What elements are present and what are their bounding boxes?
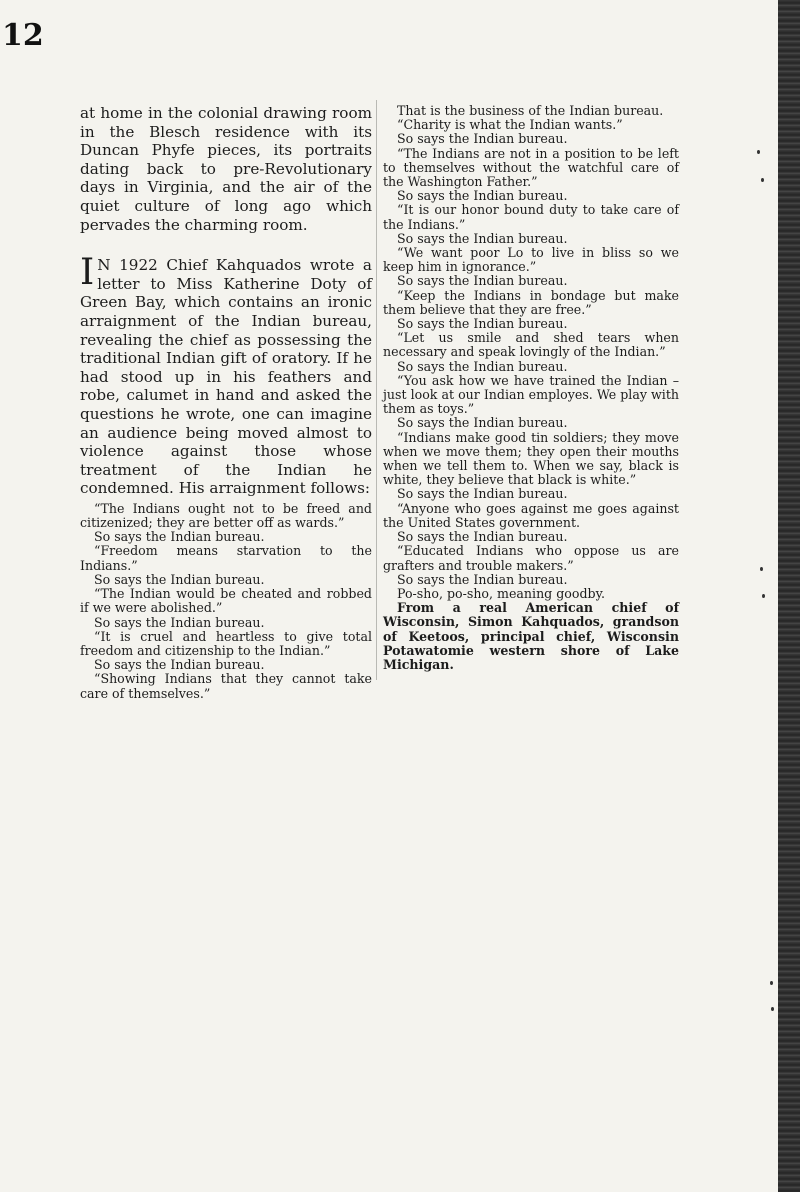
quote-line: That is the business of the Indian bureau. [397, 103, 664, 118]
quote-line: “Keep the Indians in bondage but make them believe that they are free.” [383, 287, 679, 317]
column-divider [376, 100, 377, 680]
lead-paragraph: at home in the colonial drawing room in the Blesch residence with its Duncan Phyfe pieces, its portraits dating back to pre-Revolutionary days in Virginia, and the air of the quiet culture of long ago which pervades the charming room. [80, 104, 372, 234]
quote-line: So says the Indian bureau. [94, 614, 265, 630]
scan-speck [770, 981, 773, 985]
closing-signature: From a real American chief of Wisconsin, Simon Kahquados, grandson of Keetoos, principal chief, Wisconsin Potawatomie western shore of Lake Michigan. [383, 600, 679, 672]
quote-line: So says the Indian bureau. [397, 230, 568, 246]
quote-line: So says the Indian bureau. [397, 131, 568, 147]
scan-speck [757, 150, 760, 154]
quote-line: “Anyone who goes against me goes against the United States government. [383, 500, 679, 530]
quote-line: So says the Indian bureau. [397, 415, 568, 431]
quote-line: So says the Indian bureau. [397, 273, 568, 289]
quote-line: “You ask how we have trained the Indian – just look at our Indian employes. We play with them as toys.” [383, 372, 679, 417]
page-number: 12 [2, 18, 44, 53]
quote-line: So says the Indian bureau. [397, 571, 568, 587]
quote-line: “We want poor Lo to live in bliss so we keep him in ignorance.” [383, 245, 679, 275]
quote-line: “Indians make good tin soldiers; they move when we move them; they open their mouths when we tell them to. When we say, black is white, they believe that black is white.” [383, 429, 679, 488]
quote-line: “Freedom means starvation to the Indians.” [80, 543, 372, 573]
quote-line: “It is our honor bound duty to take care of the Indians.” [383, 202, 679, 232]
scan-speck [761, 178, 764, 182]
quote-line: So says the Indian bureau. [397, 316, 568, 332]
quote-line: “Educated Indians who oppose us are grafters and trouble makers.” [383, 543, 679, 573]
quote-line: So says the Indian bureau. [94, 571, 265, 587]
quote-line: So says the Indian bureau. [397, 188, 568, 204]
quote-line: Po-sho, po-sho, meaning goodby. [397, 585, 606, 601]
quote-line: So says the Indian bureau. [94, 657, 265, 673]
quote-line: So says the Indian bureau. [94, 529, 265, 545]
quote-line: “Showing Indians that they cannot take care of themselves.” [80, 671, 372, 701]
quote-line: “Charity is what the Indian wants.” [397, 117, 623, 133]
quote-line: “The Indians ought not to be freed and citizenized; they are better off as wards.” [80, 500, 372, 531]
quote-line: “The Indian would be cheated and robbed if we were abolished.” [80, 586, 372, 616]
quote-line: “Let us smile and shed tears when necessary and speak lovingly of the Indian.” [383, 330, 679, 360]
quote-line: “It is cruel and heartless to give total freedom and citizenship to the Indian.” [80, 628, 372, 658]
quote-line: So says the Indian bureau. [397, 486, 568, 502]
left-quotes-list [80, 502, 372, 701]
arraignment-intro-text: N 1922 Chief Kahquados wrote a letter to Miss Katherine Doty of Green Bay, which contains an ironic arraignment of the Indian bureau, revealing the chief as possessing the traditional Indian gift of oratory. If he had stood up in his feathers and robe, calumet in hand and asked the questions he wrote, one can imagine an audience being moved almost to violence against those whose treatment of the Indian he condemned. His arraignment follows: [80, 256, 372, 498]
left-column [80, 104, 372, 701]
quote-line: So says the Indian bureau. [397, 358, 568, 374]
scan-speck [762, 594, 765, 598]
arraignment-intro-paragraph [80, 252, 372, 498]
quote-line: “The Indians are not in a position to be left to themselves without the watchful care of the Washington Father.” [383, 145, 679, 190]
scan-border-strip [778, 0, 800, 1192]
quote-line: So says the Indian bureau. [397, 529, 568, 545]
scan-speck [771, 1007, 774, 1011]
drop-cap: I [80, 252, 95, 294]
right-column [383, 104, 679, 672]
scan-speck [760, 567, 763, 571]
